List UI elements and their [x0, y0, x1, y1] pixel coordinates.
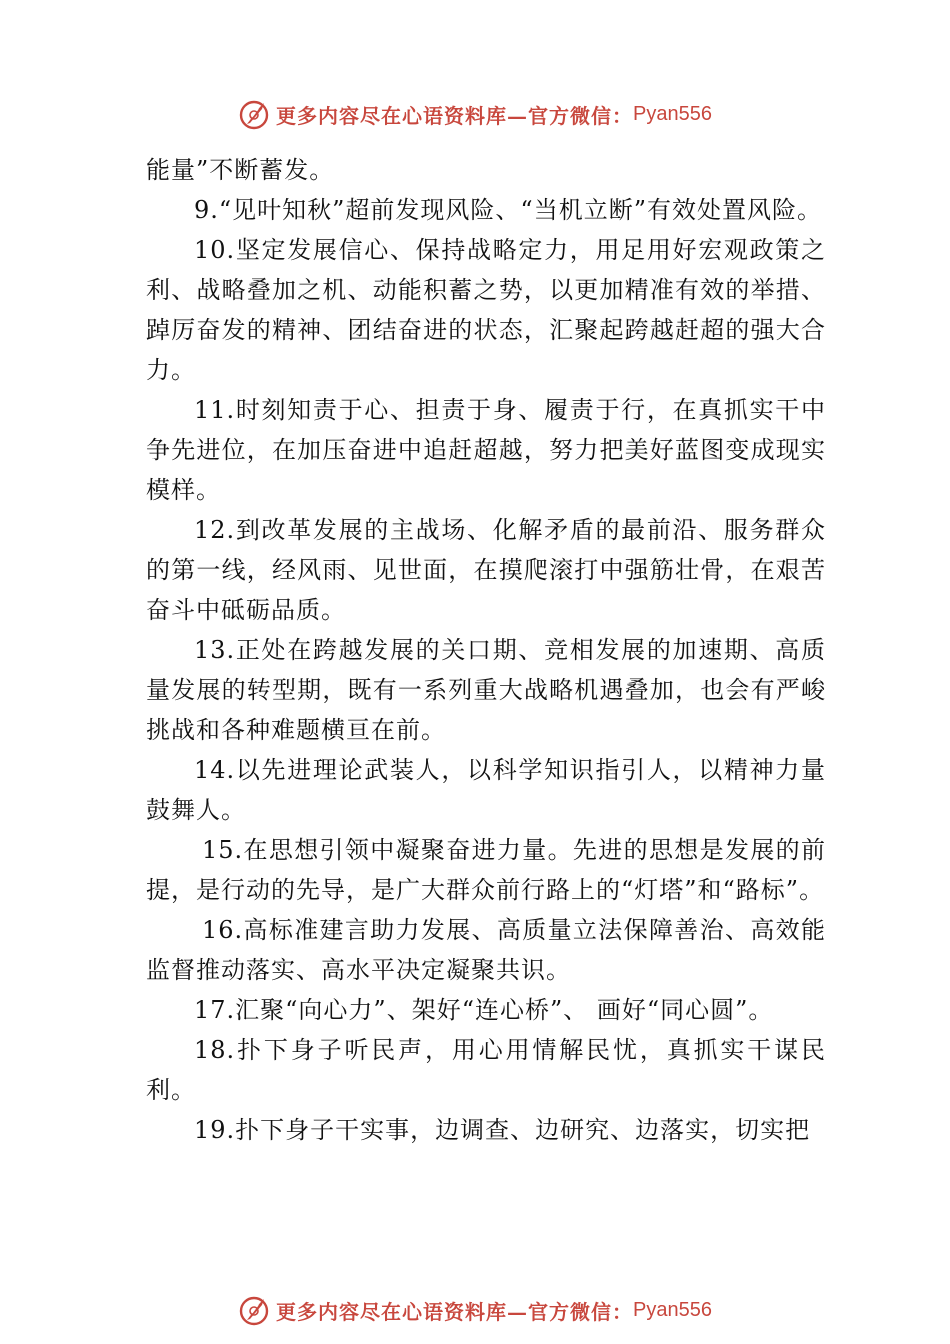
paragraph-item-14: 14.以先进理论武装人，以科学知识指引人，以精神力量鼓舞人。 [146, 756, 826, 824]
footer-banner [0, 1290, 950, 1330]
quill-logo-icon [238, 1293, 272, 1327]
paragraph-item-10: 10.坚定发展信心、保持战略定力，用足用好宏观政策之利、战略叠加之机、动能积蓄之势，以更加精准有效的举措、 踔厉奋发的精神、团结奋进的状态，汇聚起跨越赶超的强大合力。 [146, 236, 826, 384]
paragraph-item-18: 18.扑下身子听民声，用心用情解民忧，真抓实干谋民利。 [146, 1036, 826, 1104]
footer-banner-text: 更多内容尽在心语资料库—官方微信： [276, 1299, 634, 1324]
header-banner-text: 更多内容尽在心语资料库—官方微信： [276, 103, 634, 128]
header-banner [0, 94, 950, 134]
paragraph-item-16: 16.高标准建言助力发展、高质量立法保障善治、高效能监督推动落实、高水平决定凝聚共识。 [146, 916, 826, 984]
paragraph-item-15: 15.在思想引领中凝聚奋进力量。先进的思想是发展的前提，是行动的先导，是广大群众前行路上的“灯塔”和“路标”。 [146, 836, 826, 904]
header-wechat-id: Pyan556 [633, 102, 712, 125]
paragraph-item-17: 17.汇聚“向心力”、架好“连心桥”、 画好“同心圆”。 [194, 996, 774, 1024]
document-body [146, 150, 826, 1150]
paragraph-item-13: 13.正处在跨越发展的关口期、竞相发展的加速期、高质量发展的转型期，既有一系列重大战略机遇叠加，也会有严峻挑战和各种难题横亘在前。 [146, 636, 826, 744]
paragraph-continuation: 能量”不断蓄发。 [146, 156, 335, 184]
paragraph-item-19: 19.扑下身子干实事，边调查、边研究、边落实，切实把 [194, 1116, 811, 1144]
paragraph-item-11: 11.时刻知责于心、担责于身、履责于行，在真抓实干中争先进位，在加压奋进中追赶超越，努力把美好蓝图变成现实模样。 [146, 396, 826, 504]
quill-logo-icon [238, 97, 272, 131]
paragraph-item-12: 12.到改革发展的主战场、化解矛盾的最前沿、服务群众的第一线，经风雨、见世面，在摸爬滚打中强筋壮骨，在艰苦奋斗中砥砺品质。 [146, 516, 826, 624]
paragraph-item-9: 9.“见叶知秋”超前发现风险、“当机立断”有效处置风险。 [194, 196, 822, 224]
footer-wechat-id: Pyan556 [633, 1298, 712, 1321]
